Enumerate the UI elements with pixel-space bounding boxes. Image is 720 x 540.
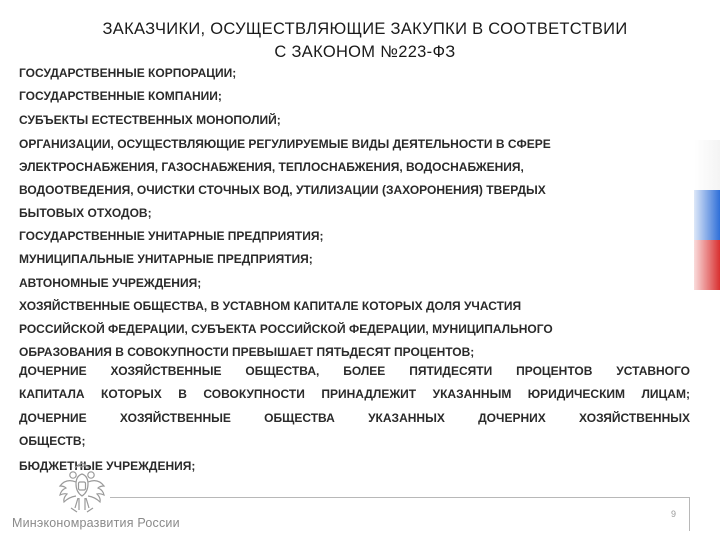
slide-title <box>60 18 670 64</box>
body-line-15-word-2: КОТОРЫХ <box>101 387 162 401</box>
body-line-15 <box>19 387 690 402</box>
body-line-16-word-1: ДОЧЕРНИЕ <box>19 411 87 425</box>
body-line-14-word-5: ПЯТИДЕСЯТИ <box>409 364 493 378</box>
body-line-10: АВТОНОМНЫЕ УЧРЕЖДЕНИЯ; <box>19 276 202 290</box>
body-line-16-word-3: ОБЩЕСТВА <box>264 411 335 425</box>
body-line-14-word-4: БОЛЕЕ <box>343 364 386 378</box>
body-line-14-word-3: ОБЩЕСТВА, <box>245 364 320 378</box>
body-line-2: ГОСУДАРСТВЕННЫЕ КОМПАНИИ; <box>19 89 222 103</box>
ministry-name: Минэкономразвития России <box>12 516 180 530</box>
body-line-13: ОБРАЗОВАНИЯ В СОВОКУПНОСТИ ПРЕВЫШАЕТ ПЯТЬДЕСЯТ ПРОЦЕНТОВ; <box>19 345 475 359</box>
body-line-11: ХОЗЯЙСТВЕННЫЕ ОБЩЕСТВА, В УСТАВНОМ КАПИТАЛЕ КОТОРЫХ ДОЛЯ УЧАСТИЯ <box>19 299 522 313</box>
body-line-15-word-7: ЮРИДИЧЕСКИМ <box>527 387 626 401</box>
body-line-14-word-1: ДОЧЕРНИЕ <box>19 364 87 378</box>
body-line-15-word-5: ПРИНАДЛЕЖИТ <box>321 387 417 401</box>
body-line-4: ОРГАНИЗАЦИИ, ОСУЩЕСТВЛЯЮЩИЕ РЕГУЛИРУЕМЫЕ ВИДЫ ДЕЯТЕЛЬНОСТИ В СФЕРЕ <box>19 137 551 151</box>
body-line-16-word-6: ХОЗЯЙСТВЕННЫХ <box>579 411 690 425</box>
body-line-14-word-6: ПРОЦЕНТОВ <box>516 364 593 378</box>
body-line-16-word-4: УКАЗАННЫХ <box>368 411 445 425</box>
body-line-8: ГОСУДАРСТВЕННЫЕ УНИТАРНЫЕ ПРЕДПРИЯТИЯ; <box>19 229 324 243</box>
flag-red-stripe <box>694 240 720 290</box>
body-line-16-word-5: ДОЧЕРНИХ <box>478 411 546 425</box>
page-number: 9 <box>671 509 677 519</box>
footer-vertical-divider <box>689 497 690 531</box>
body-line-1: ГОСУДАРСТВЕННЫЕ КОРПОРАЦИИ; <box>19 66 237 80</box>
body-line-15-word-8: ЛИЦАМ; <box>641 387 690 401</box>
body-line-3: СУБЪЕКТЫ ЕСТЕСТВЕННЫХ МОНОПОЛИЙ; <box>19 113 281 127</box>
body-line-15-word-4: СОВОКУПНОСТИ <box>203 387 305 401</box>
body-line-14-word-7: УСТАВНОГО <box>616 364 690 378</box>
body-line-15-word-3: В <box>178 387 187 401</box>
body-line-16 <box>19 411 690 426</box>
flag-white-stripe <box>694 140 720 190</box>
flag-blue-stripe <box>694 190 720 240</box>
body-line-15-word-6: УКАЗАННЫМ <box>432 387 512 401</box>
body-line-15-word-1: КАПИТАЛА <box>19 387 85 401</box>
russian-flag-stripes <box>694 140 720 290</box>
body-line-7: БЫТОВЫХ ОТХОДОВ; <box>19 206 152 220</box>
body-line-9: МУНИЦИПАЛЬНЫЕ УНИТАРНЫЕ ПРЕДПРИЯТИЯ; <box>19 252 313 266</box>
body-line-14-word-2: ХОЗЯЙСТВЕННЫЕ <box>110 364 222 378</box>
double-headed-eagle-emblem-icon <box>56 462 108 520</box>
body-line-18: БЮДЖЕТНЫЕ УЧРЕЖДЕНИЯ; <box>19 459 196 473</box>
body-line-5: ЭЛЕКТРОСНАБЖЕНИЯ, ГАЗОСНАБЖЕНИЯ, ТЕПЛОСНАБЖЕНИЯ, ВОДОСНАБЖЕНИЯ, <box>19 160 524 174</box>
body-line-14 <box>19 364 690 379</box>
slide-title-line-1: ЗАКАЗЧИКИ, ОСУЩЕСТВЛЯЮЩИЕ ЗАКУПКИ В СООТВЕТСТВИИ <box>102 20 628 38</box>
body-line-16-word-2: ХОЗЯЙСТВЕННЫЕ <box>119 411 231 425</box>
body-line-17: ОБЩЕСТВ; <box>19 434 86 448</box>
slide-title-line-2: С ЗАКОНОМ №223-ФЗ <box>274 43 456 61</box>
body-line-6: ВОДООТВЕДЕНИЯ, ОЧИСТКИ СТОЧНЫХ ВОД, УТИЛИЗАЦИИ (ЗАХОРОНЕНИЯ) ТВЕРДЫХ <box>19 183 546 197</box>
body-line-12: РОССИЙСКОЙ ФЕДЕРАЦИИ, СУБЪЕКТА РОССИЙСКОЙ ФЕДЕРАЦИИ, МУНИЦИПАЛЬНОГО <box>19 322 553 336</box>
footer-divider <box>110 497 690 498</box>
